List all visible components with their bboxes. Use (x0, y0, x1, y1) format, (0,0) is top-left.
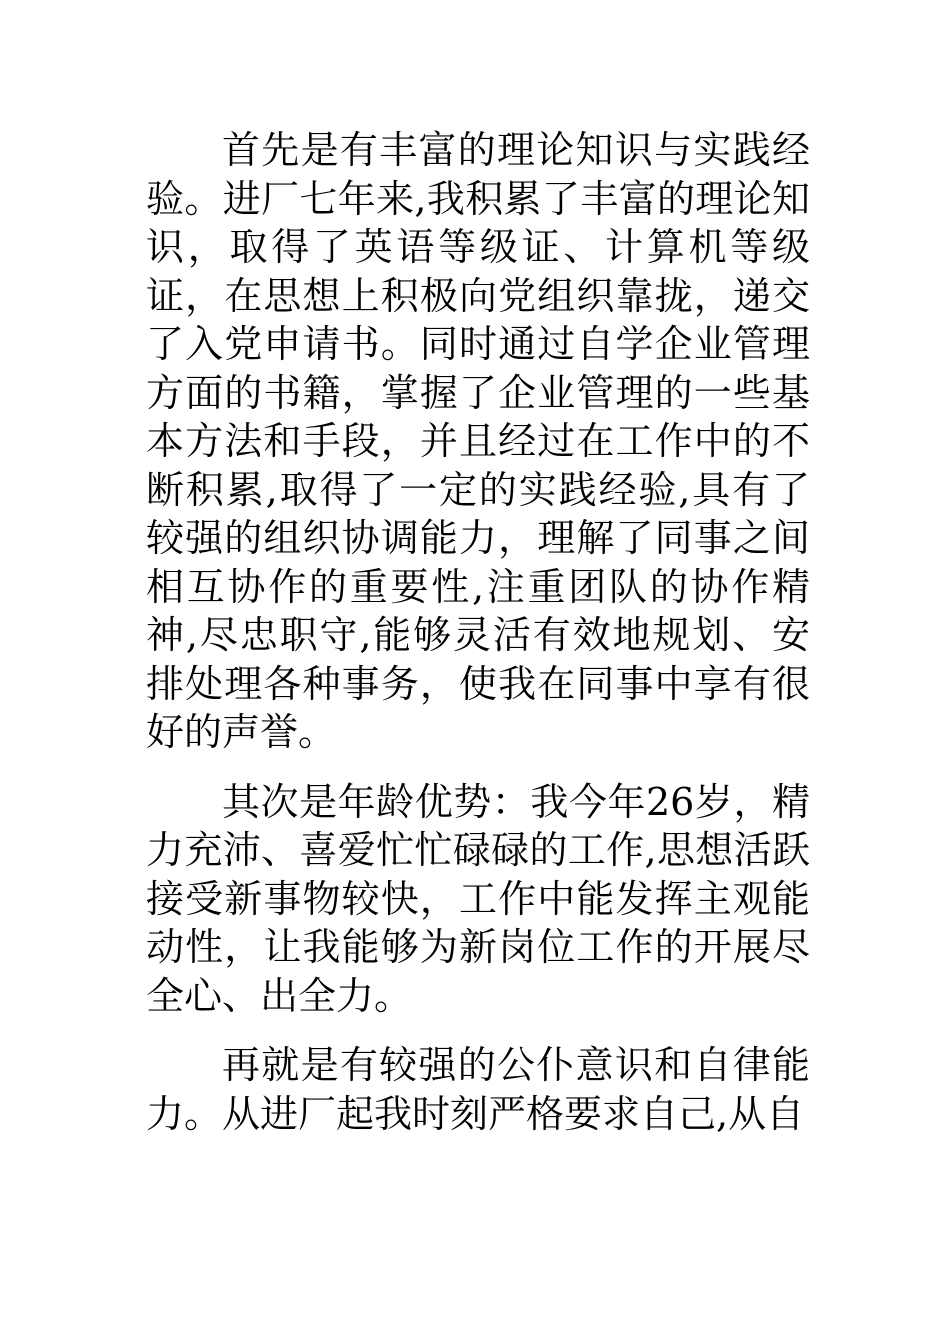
paragraph-3: 再就是有较强的公仆意识和自律能力。从进厂起我时刻严格要求自己,从自 (146, 1043, 810, 1136)
paragraph-1: 首先是有丰富的理论知识与实践经验。进厂七年来,我积累了丰富的理论知识，取得了英语等级证、计算机等级证，在思想上积极向党组织靠拢，递交了入党申请书。同时通过自学企业管理方面的书籍，掌握了企业管理的一些基本方法和手段，并且经过在工作中的不断积累,取得了一定的实践经验,具有了较强的组织协调能力，理解了同事之间相互协作的重要性,注重团队的协作精神,尽忠职守,能够灵活有效地规划、安排处理各种事务，使我在同事中享有很好的声誉。 (146, 128, 810, 754)
body-text (146, 126, 810, 1138)
paragraph-2: 其次是年龄优势：我今年26岁，精力充沛、喜爱忙忙碌碌的工作,思想活跃接受新事物较快，工作中能发挥主观能动性，让我能够为新岗位工作的开展尽全心、出全力。 (146, 779, 810, 1018)
